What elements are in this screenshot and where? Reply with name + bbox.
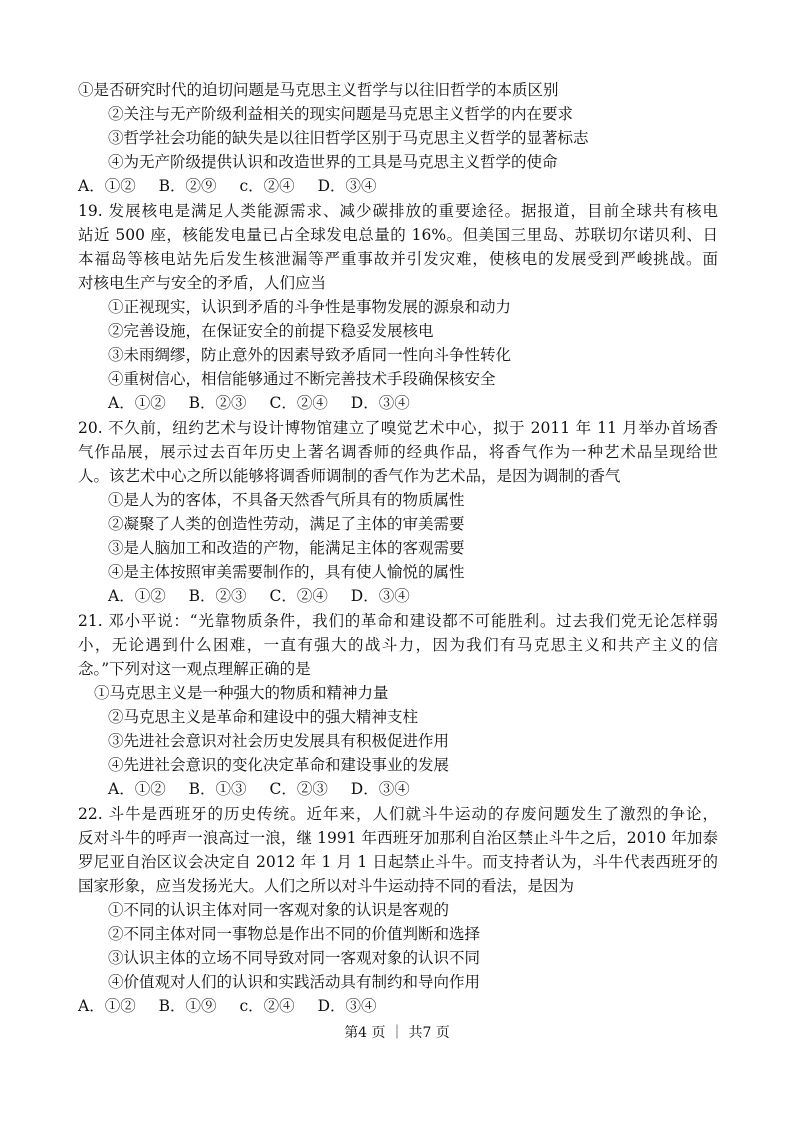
q21-stem-line-1: 21. 邓小平说：“光靠物质条件，我们的革命和建设都不可能胜利。过去我们党无论怎样弱	[78, 612, 718, 630]
q21-stem-line-2: 小，无论遇到什么困难，一直有强大的战斗力，因为我们有马克思主义和共产主义的信	[78, 636, 718, 654]
q22-stem-line-2: 反对斗牛的呼声一浪高过一浪，继 1991 年西班牙加那利自治区禁止斗牛之后，2010 年加泰	[78, 829, 718, 847]
q22-statement-2: ②不同主体对同一事物总是作出不同的价值判断和选择	[108, 925, 481, 943]
q20-statement-3: ③是人脑加工和改造的产物，能满足主体的客观需要	[108, 539, 465, 557]
q19-stem-line-3: 本福岛等核电站先后发生核泄漏等严重事故并引发灾难，使核电的发展受到严峻挑战。面	[78, 250, 718, 268]
q18-statement-4: ④为无产阶级提供认识和改造世界的工具是马克思主义哲学的使命	[108, 153, 558, 171]
q22-option-b: B．①⑨	[158, 997, 217, 1015]
q20-option-c: C．②④	[269, 587, 328, 605]
page-footer: 第4 页 ｜ 共7 页	[344, 1025, 450, 1041]
q21-options	[108, 777, 748, 801]
q19-stem-line-4: 对核电生产与安全的矛盾，人们应当	[78, 274, 327, 292]
q19-statement-2: ②完善设施，在保证安全的前提下稳妥发展核电	[108, 322, 434, 340]
q19-options	[108, 391, 748, 415]
q20-stem-line-2: 气作品展，展示过去百年历史上著名调香师的经典作品，将香气作为一种艺术品呈现给世	[78, 443, 718, 461]
q18-option-a: A．①②	[78, 177, 136, 195]
q21-option-b: B．①③	[188, 780, 247, 798]
q22-option-c: c．②④	[239, 997, 295, 1015]
q21-statement-4: ④先进社会意识的变化决定革命和建设事业的发展	[108, 756, 450, 774]
q22-options	[78, 994, 718, 1018]
q19-stem-line-1: 19. 发展核电是满足人类能源需求、减少碳排放的重要途径。据报道，目前全球共有核电	[78, 202, 718, 220]
q20-statement-2: ②凝聚了人类的创造性劳动，满足了主体的审美需要	[108, 515, 465, 533]
q21-statement-1: ①马克思主义是一种强大的物质和精神力量	[94, 684, 389, 702]
q21-statement-2: ②马克思主义是革命和建设中的强大精神支柱	[108, 708, 419, 726]
q22-stem-line-1: 22. 斗牛是西班牙的历史传统。近年来，人们就斗牛运动的存废问题发生了激烈的争论，	[78, 805, 718, 823]
q19-stem-line-2: 站近 500 座，核能发电量已占全球发电总量的 16%。但美国三里岛、苏联切尔诺贝利、日	[78, 226, 718, 244]
q20-option-b: B．②③	[188, 587, 247, 605]
q20-options	[108, 584, 748, 608]
q19-option-a: A．①②	[108, 394, 166, 412]
q18-statement-2: ②关注与无产阶级利益相关的现实问题是马克思主义哲学的内在要求	[108, 105, 574, 123]
q22-statement-3: ③认识主体的立场不同导致对同一客观对象的认识不同	[108, 949, 481, 967]
q18-option-c: c．②④	[239, 177, 295, 195]
q22-stem-line-3: 罗尼亚自治区议会决定自 2012 年 1 月 1 日起禁止斗牛。而支持者认为，斗牛代表西班牙的	[78, 853, 718, 871]
q19-statement-3: ③未雨绸缪，防止意外的因素导致矛盾同一性向斗争性转化	[108, 346, 512, 364]
q22-stem-line-4: 国家形象，应当发扬光大。人们之所以对斗牛运动持不同的看法，是因为	[78, 877, 575, 895]
q19-statement-1: ①正视现实，认识到矛盾的斗争性是事物发展的源泉和动力	[108, 298, 512, 316]
q20-statement-4: ④是主体按照审美需要制作的，具有使人愉悦的属性	[108, 563, 465, 581]
q18-statement-1: ①是否研究时代的迫切问题是马克思主义哲学与以往旧哲学的本质区别	[78, 81, 559, 99]
q19-option-b: B．②③	[188, 394, 247, 412]
q19-option-c: C．②④	[269, 394, 328, 412]
q22-statement-4: ④价值观对人们的认识和实践活动具有制约和导向作用	[108, 973, 481, 991]
q19-statement-4: ④重树信心，相信能够通过不断完善技术手段确保核安全	[108, 370, 496, 388]
q18-option-b: B．②⑨	[158, 177, 217, 195]
q22-statement-1: ①不同的认识主体对同一客观对象的认识是客观的	[108, 901, 450, 919]
q19-option-d: D．③④	[350, 394, 410, 412]
q18-option-d: D．③④	[317, 177, 377, 195]
q20-option-d: D．③④	[350, 587, 410, 605]
q21-option-d: D．③④	[350, 780, 410, 798]
q20-stem-line-1: 20. 不久前，纽约艺术与设计博物馆建立了嗅觉艺术中心，拟于 2011 年 11 月举办首场香	[78, 419, 718, 437]
q20-option-a: A．①②	[108, 587, 166, 605]
q22-option-a: A．①②	[78, 997, 136, 1015]
q21-option-c: C．②③	[269, 780, 328, 798]
q20-stem-line-3: 人。该艺术中心之所以能够将调香师调制的香气作为艺术品，是因为调制的香气	[78, 467, 621, 485]
q21-statement-3: ③先进社会意识对社会历史发展具有积极促进作用	[108, 732, 450, 750]
q21-option-a: A．①②	[108, 780, 166, 798]
q21-stem-line-3: 念。”下列对这一观点理解正确的是	[78, 660, 311, 678]
q22-option-d: D．③④	[317, 997, 377, 1015]
q18-options	[78, 174, 718, 198]
q18-statement-3: ③哲学社会功能的缺失是以往旧哲学区别于马克思主义哲学的显著标志	[108, 129, 589, 147]
q20-statement-1: ①是人为的客体，不具备天然香气所具有的物质属性	[108, 491, 465, 509]
